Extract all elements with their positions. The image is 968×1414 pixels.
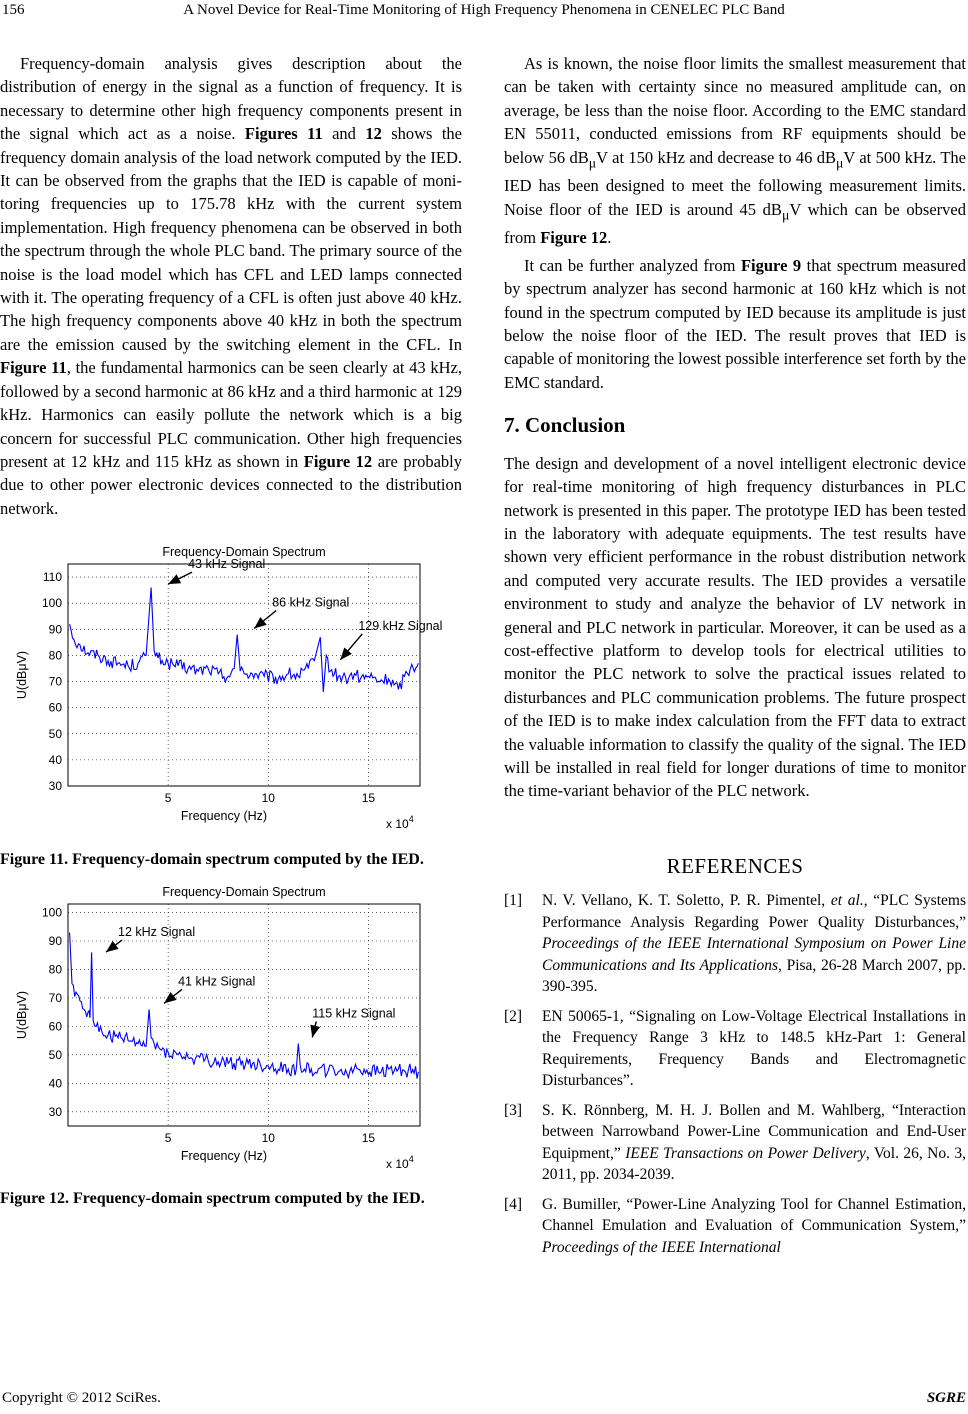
annotation-label: 12 kHz Signal (118, 924, 196, 939)
references-heading: REFERENCES (666, 853, 804, 878)
reference-list (504, 890, 966, 1258)
y-axis-label: U(dBμV) (15, 990, 29, 1039)
page-header (0, 0, 968, 28)
annotation-label: 43 kHz Signal (188, 557, 266, 572)
y-tick-label: 70 (48, 674, 62, 689)
y-tick-label: 40 (48, 1075, 62, 1090)
y-tick-label: 50 (48, 726, 62, 741)
copyright: Copyright © 2012 SciRes. (2, 1390, 161, 1406)
paragraph: Frequency-domain analysis gives description about the distribution of energy in the signal as a function of frequency. It is necessary to determine other high frequency components present in the signal which act as a noise. Figures 11 and 12 shows the frequency domain analysis of the load network computed by the IED. It can be observed from the graphs that the IED is capable of monitoring frequencies up to 175.78 kHz with the current system implementation. High frequency phenomena can be observed in both the spectrum through the whole PLC band. The primary source of the noise is the load model which has CFL and LED lamps connected with it. The operating frequency of a CFL is often just above 40 kHz. The high frequency components above 40 kHz in both the spectrum are the emission caused by the switching element in the CFL. In Figure 11, the fundamental harmonics can be seen clearly at 43 kHz, followed by a second harmonic at 86 kHz and a third harmonic at 129 kHz. Harmonics can easily pollute the network which is a big concern for successful PLC communication. Other high frequencies present at 12 kHz and 115 kHz as shown in Figure 12 are probably due to other power electronic devices connected to the distribution network. (0, 54, 463, 518)
y-tick-label: 30 (48, 1104, 62, 1119)
y-tick-label: 30 (48, 779, 62, 794)
x-axis-multiplier: x $10^4$ (386, 1153, 414, 1171)
paragraph: It can be further analyzed from Figure 9 that spectrum measured by spectrum analyzer has second harmonic at 160 kHz which is not found in the spectrum computed by IED because its amplitude is just below the noise floor of the IED. The result proves that IED is capable of monitoring the lowest possible interference set forth by the EMC standard. (504, 255, 966, 392)
y-tick-label: 100 (41, 596, 62, 611)
y-tick-label: 110 (42, 570, 62, 585)
figure-caption: Figure 11. Frequency-domain spectrum computed by the IED. (0, 850, 424, 868)
reference-number: [1] (504, 892, 523, 910)
paragraph: As is known, the noise floor limits the smallest measurement that can be taken with certainty since no measured amplitude can, on average, be less than the noise floor. According to the EMC standard EN 55011, conducted emissions from RF equipments should be below 56 $dB_\mu V$ at 150 kHz and decrease to 46 $dB_\mu V$ at 500 kHz. The IED has been designed to meet the following measurement limits. Noise floor of the IED is around 45 $dB_\mu V$ which can be observed from Figure 12. (504, 54, 966, 248)
y-tick-label: 100 (41, 905, 62, 920)
y-tick-label: 70 (48, 990, 62, 1005)
y-tick-label: 60 (48, 700, 62, 715)
x-tick-label: 15 (361, 791, 376, 806)
x-tick-label: 5 (164, 791, 172, 806)
reference-text: S. K. Rönnberg, M. H. J. Bollen and M. Wahlberg, “Interaction between Narrowband Power-Line Communication and End-User Equipment,” IEEE Transactions on Power Delivery, Vol. 26, No. 3, 2011, pp. 2034-2039. (542, 1101, 967, 1184)
annotation-label: 41 kHz Signal (178, 973, 256, 988)
y-tick-label: 90 (48, 622, 62, 637)
annotation-label: 115 kHz Signal (312, 1005, 396, 1020)
reference-text: EN 50065-1, “Signaling on Low-Voltage Electrical Installations in the Frequency Range 3 kHz to 148.5 kHz-Part 1: General Requirements, Frequency Bands and Electromagnetic Disturbances”. (542, 1007, 966, 1090)
figure-12 (0, 884, 462, 1180)
x-tick-label: 5 (164, 1130, 172, 1145)
x-axis-multiplier: x $10^4$ (386, 814, 414, 832)
right-column (504, 52, 966, 1266)
y-tick-label: 40 (48, 753, 62, 768)
annotation-label: 86 kHz Signal (272, 595, 350, 610)
y-tick-label: 50 (48, 1047, 62, 1062)
chart-title: Frequency-Domain Spectrum (162, 884, 326, 899)
x-axis-label: Frequency (Hz) (180, 809, 268, 824)
y-tick-label: 60 (48, 1018, 62, 1033)
annotation-label: 129 kHz Signal (358, 618, 443, 633)
reference-number: [4] (504, 1195, 523, 1213)
page-number: 156 (2, 2, 25, 18)
x-tick-label: 10 (261, 1130, 275, 1145)
reference-number: [2] (504, 1007, 523, 1025)
left-column (0, 52, 462, 1209)
y-tick-label: 90 (48, 933, 62, 948)
x-tick-label: 10 (261, 791, 275, 806)
x-axis-multiplier-exponent: 4 (408, 814, 414, 825)
chart-figure-12 (0, 884, 462, 1174)
running-title: A Novel Device for Real-Time Monitoring of High Frequency Phenomena in CENELEC PLC Band (183, 2, 785, 18)
reference-item (504, 1194, 966, 1259)
x-axis-label: Frequency (Hz) (180, 1148, 268, 1163)
figure-caption: Figure 12. Frequency-domain spectrum computed by the IED. (0, 1189, 425, 1207)
reference-item (504, 1006, 966, 1092)
reference-number: [3] (504, 1101, 523, 1119)
reference-item (504, 890, 966, 998)
journal-name: SGRE (926, 1390, 966, 1406)
y-tick-label: 80 (48, 961, 62, 976)
reference-item (504, 1100, 966, 1186)
x-tick-label: 15 (361, 1130, 376, 1145)
reference-text: G. Bumiller, “Power-Line Analyzing Tool for Channel Estimation, Channel Emulation and Evaluation of Communication System,” Proceedings of the IEEE International (542, 1195, 966, 1256)
x-axis-multiplier-exponent: 4 (408, 1153, 414, 1164)
chart-title: Frequency-Domain Spectrum (162, 545, 326, 560)
y-axis-label: U(dBμV) (15, 651, 29, 700)
plot-area (68, 564, 420, 786)
y-tick-label: 80 (48, 648, 62, 663)
chart-figure-11 (0, 544, 462, 834)
reference-text: N. V. Vellano, K. T. Soletto, P. R. Pimentel, et al., “PLC Systems Performance Analysis Regarding Power Quality Disturbances,” Proceedings of the IEEE International Symposium on Power Line Communications and Its Applications, Pisa, 26-28 March 2007, pp. 390-395. (542, 892, 967, 996)
paragraph: The design and development of a novel intelligent electronic device for real-time monitoring of high frequency disturbances in PLC network is presented in this paper. The prototype IED has been tested in the laboratory with adequate equipments. The test results have shown very efficient performance in the robust distribution network and computed very accurate results. The IED provides a versatile environment to study and analyze the behavior of LV network in general and PLC network in particular. Moreover, it can be used as a cost-effective platform to develop tools for electrical utilities to monitor the PLC network to solve the practical issues related to disturbances and PLC communication problems. The future prospect of the IED is to make index calculation from the FFT data to extract the valuable information to classify the quality of the signal. The IED will be installed in real field for longer durations of time to monitor the time-variant behavior of the PLC network. (504, 453, 966, 801)
figure-11 (0, 544, 462, 840)
section-heading: 7. Conclusion (504, 413, 626, 438)
